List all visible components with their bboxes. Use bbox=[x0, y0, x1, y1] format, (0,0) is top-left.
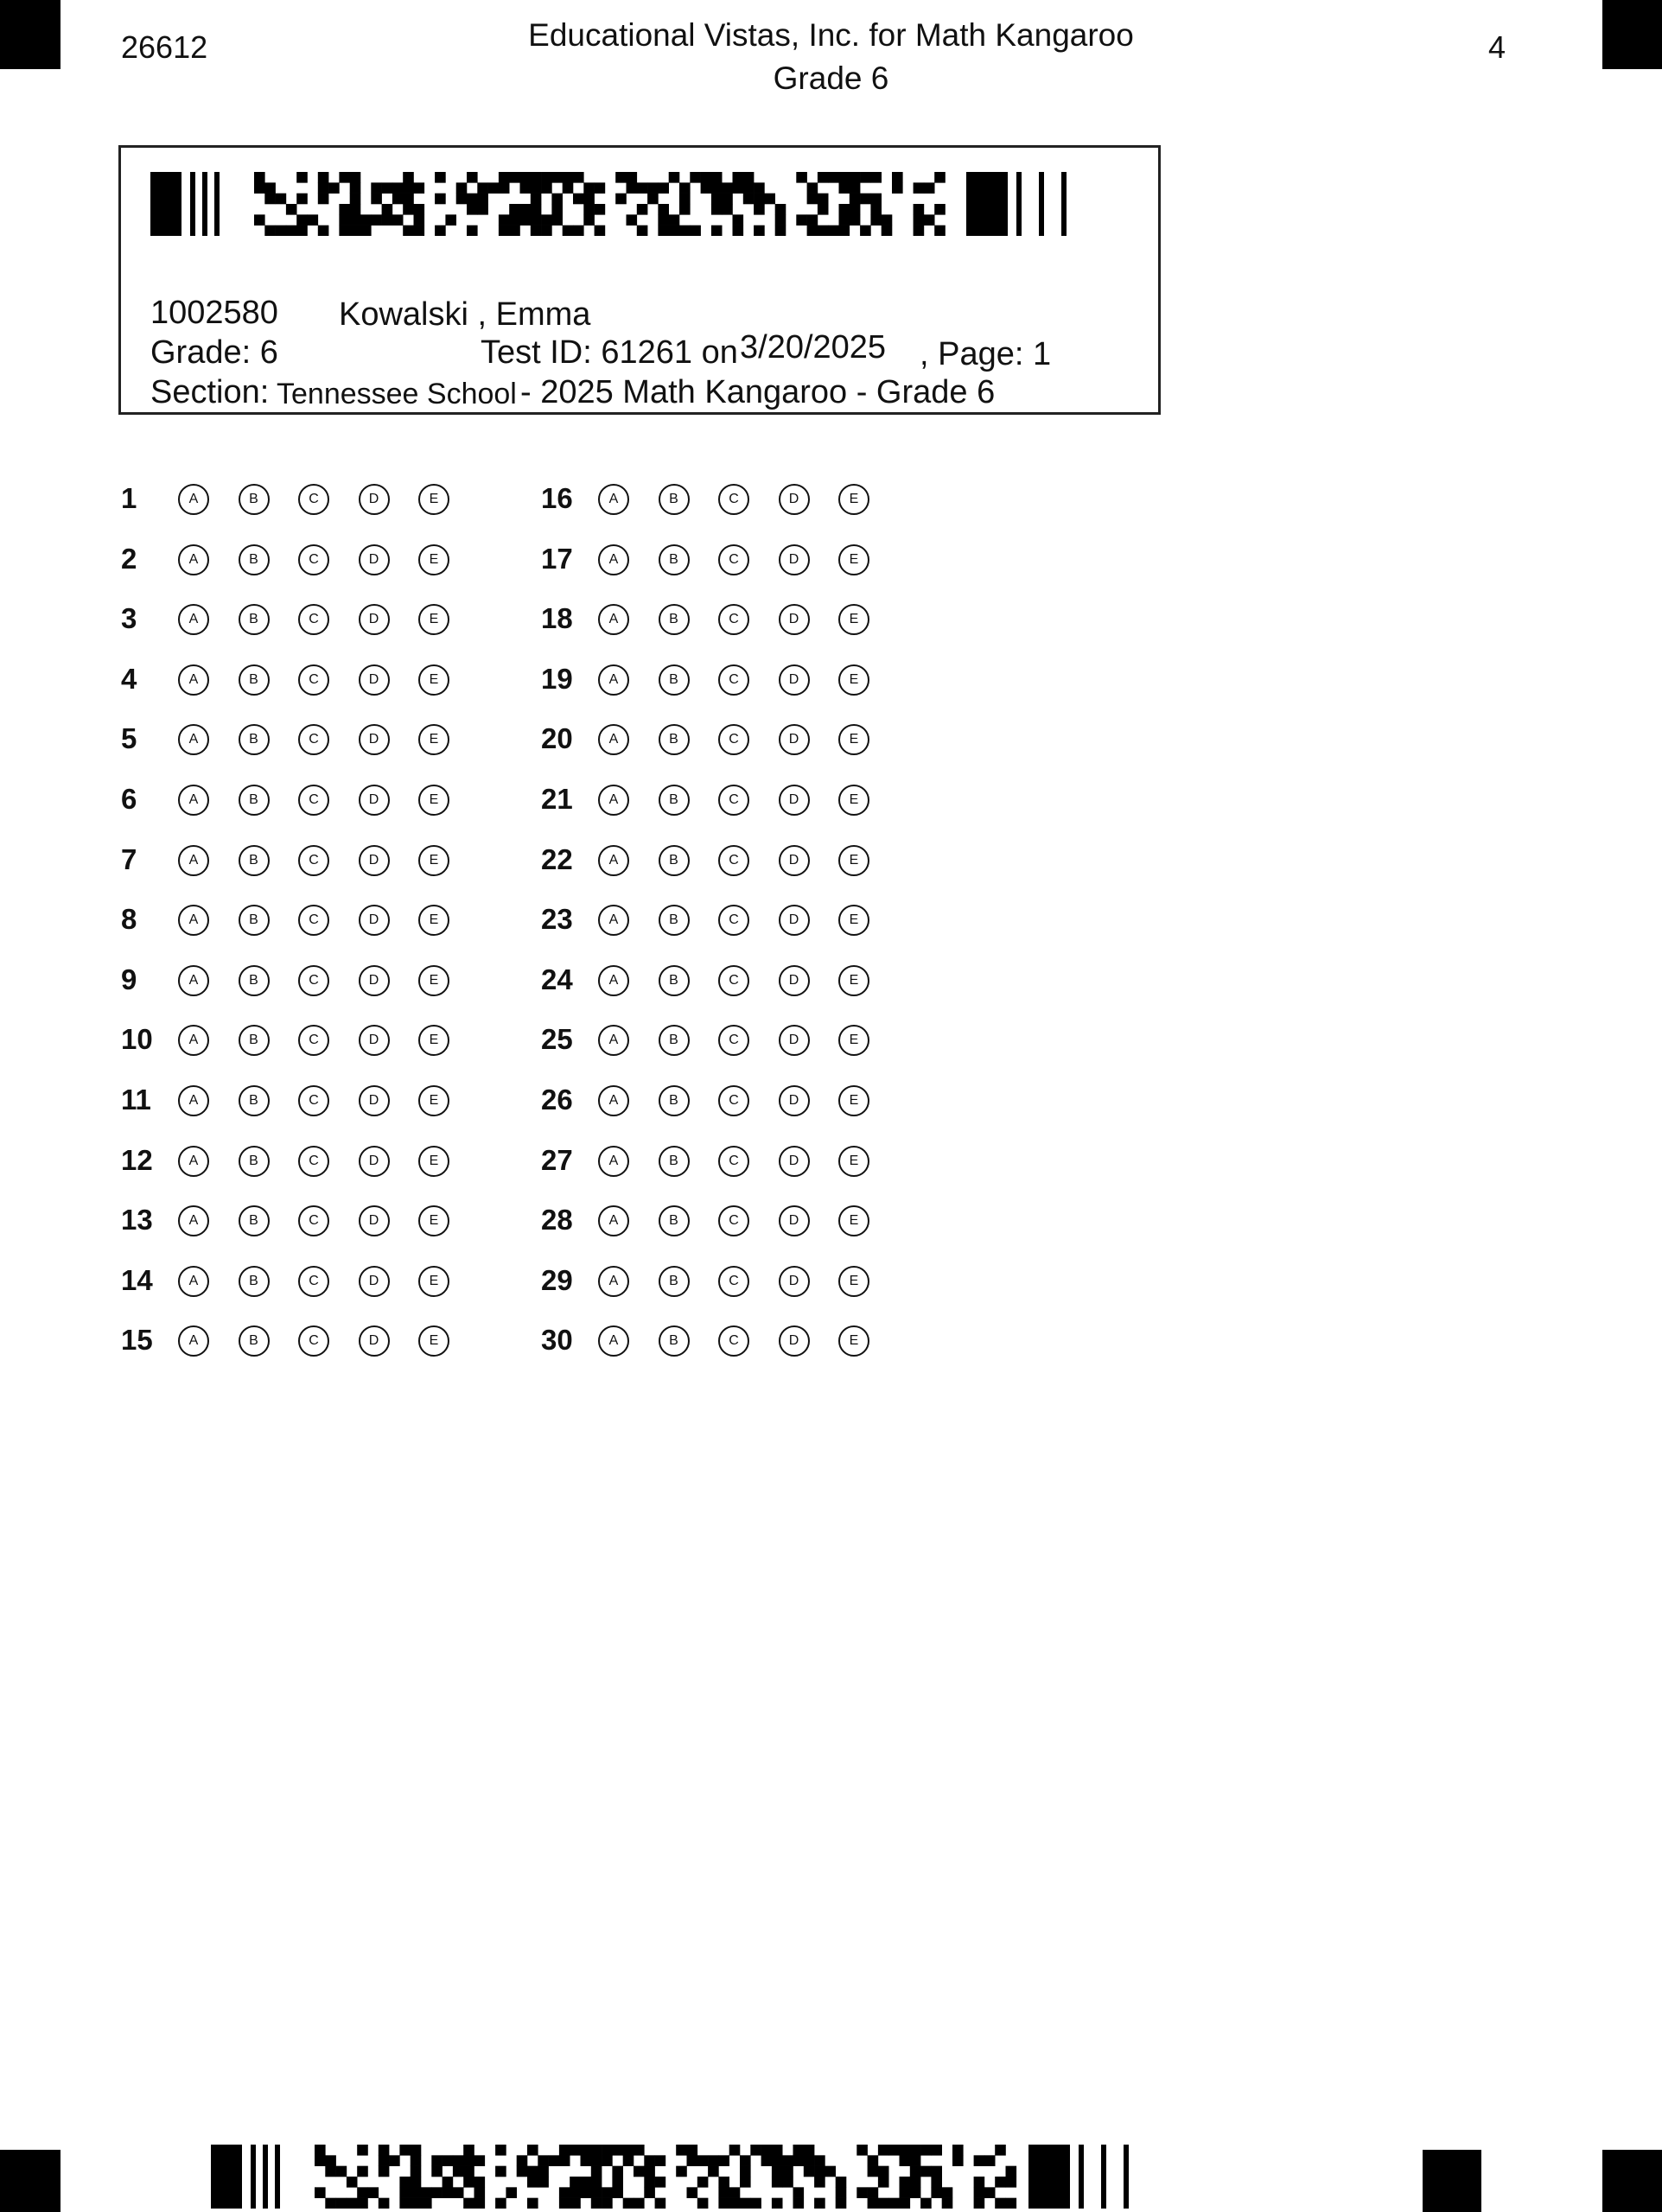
answer-bubble-a[interactable]: A bbox=[178, 604, 209, 635]
answer-bubble-b[interactable]: B bbox=[239, 664, 270, 696]
answer-bubble-c[interactable]: C bbox=[298, 965, 329, 996]
answer-bubble-a[interactable]: A bbox=[598, 1025, 629, 1056]
answer-bubble-d[interactable]: D bbox=[359, 724, 390, 755]
answer-bubble-d[interactable]: D bbox=[359, 1266, 390, 1297]
question-number: 3 bbox=[121, 602, 137, 635]
answer-bubble-c[interactable]: C bbox=[718, 1025, 749, 1056]
student-id: 1002580 bbox=[150, 295, 278, 331]
answer-bubble-e[interactable]: E bbox=[418, 1146, 449, 1177]
answer-bubble-b[interactable]: B bbox=[239, 965, 270, 996]
answer-bubble-d[interactable]: D bbox=[779, 724, 810, 755]
answer-bubble-a[interactable]: A bbox=[178, 1025, 209, 1056]
answer-bubble-c[interactable]: C bbox=[718, 845, 749, 876]
answer-bubble-a[interactable]: A bbox=[178, 785, 209, 816]
question-number: 12 bbox=[121, 1143, 153, 1176]
answer-bubble-d[interactable]: D bbox=[359, 604, 390, 635]
question-number: 5 bbox=[121, 722, 137, 755]
question-number: 9 bbox=[121, 963, 137, 995]
answer-bubble-d[interactable]: D bbox=[359, 905, 390, 936]
form-id: 26612 bbox=[121, 29, 208, 65]
answer-bubble-c[interactable]: C bbox=[298, 1146, 329, 1177]
barcode-bottom bbox=[211, 2145, 1146, 2209]
answer-bubble-a[interactable]: A bbox=[598, 604, 629, 635]
answer-bubble-e[interactable]: E bbox=[838, 484, 869, 515]
answer-bubble-b[interactable]: B bbox=[659, 724, 690, 755]
page-number: 4 bbox=[1488, 29, 1506, 65]
answer-bubble-a[interactable]: A bbox=[178, 1085, 209, 1116]
question-number: 7 bbox=[121, 842, 137, 875]
answer-bubble-a[interactable]: A bbox=[178, 664, 209, 696]
answer-bubble-b[interactable]: B bbox=[659, 785, 690, 816]
answer-bubble-e[interactable]: E bbox=[838, 965, 869, 996]
title-line-2: Grade 6 bbox=[773, 60, 889, 96]
answer-bubble-a[interactable]: A bbox=[178, 1146, 209, 1177]
answer-bubble-e[interactable]: E bbox=[418, 905, 449, 936]
answer-bubble-e[interactable]: E bbox=[838, 604, 869, 635]
answer-bubble-e[interactable]: E bbox=[838, 1205, 869, 1236]
question-number: 26 bbox=[541, 1084, 573, 1116]
answer-bubble-c[interactable]: C bbox=[298, 1085, 329, 1116]
answer-bubble-d[interactable]: D bbox=[359, 785, 390, 816]
answer-bubble-b[interactable]: B bbox=[239, 484, 270, 515]
answer-bubble-d[interactable]: D bbox=[779, 1266, 810, 1297]
answer-bubble-c[interactable]: C bbox=[718, 965, 749, 996]
answer-bubble-c[interactable]: C bbox=[298, 724, 329, 755]
answer-bubble-b[interactable]: B bbox=[659, 1025, 690, 1056]
answer-bubble-a[interactable]: A bbox=[178, 845, 209, 876]
answer-bubble-a[interactable]: A bbox=[178, 544, 209, 575]
question-number: 1 bbox=[121, 482, 137, 514]
answer-bubble-d[interactable]: D bbox=[779, 1025, 810, 1056]
question-number: 18 bbox=[541, 602, 573, 635]
answer-bubble-b[interactable]: B bbox=[659, 965, 690, 996]
answer-bubble-d[interactable]: D bbox=[779, 604, 810, 635]
answer-bubble-b[interactable]: B bbox=[659, 905, 690, 936]
answer-bubble-d[interactable]: D bbox=[779, 905, 810, 936]
answer-bubble-a[interactable]: A bbox=[598, 1085, 629, 1116]
answer-bubble-b[interactable]: B bbox=[659, 544, 690, 575]
answer-bubble-b[interactable]: B bbox=[239, 544, 270, 575]
answer-bubble-c[interactable]: C bbox=[718, 1205, 749, 1236]
answer-bubble-b[interactable]: B bbox=[239, 1266, 270, 1297]
answer-bubble-b[interactable]: B bbox=[659, 845, 690, 876]
question-number: 23 bbox=[541, 903, 573, 936]
question-number: 22 bbox=[541, 842, 573, 875]
answer-bubble-c[interactable]: C bbox=[718, 724, 749, 755]
answer-bubble-e[interactable]: E bbox=[838, 1085, 869, 1116]
answer-bubble-e[interactable]: E bbox=[838, 1025, 869, 1056]
answer-bubble-e[interactable]: E bbox=[838, 544, 869, 575]
answer-bubble-a[interactable]: A bbox=[598, 965, 629, 996]
answer-bubble-c[interactable]: C bbox=[298, 1325, 329, 1357]
answer-bubble-c[interactable]: C bbox=[298, 544, 329, 575]
answer-bubble-a[interactable]: A bbox=[598, 1325, 629, 1357]
registration-mark-bottom-right bbox=[1602, 2150, 1662, 2212]
answer-bubble-d[interactable]: D bbox=[779, 1325, 810, 1357]
answer-bubble-a[interactable]: A bbox=[598, 724, 629, 755]
answer-bubble-c[interactable]: C bbox=[298, 1205, 329, 1236]
answer-bubble-d[interactable]: D bbox=[779, 1085, 810, 1116]
test-date: 3/20/2025 bbox=[740, 329, 887, 365]
answer-bubble-a[interactable]: A bbox=[598, 905, 629, 936]
answer-bubble-c[interactable]: C bbox=[298, 664, 329, 696]
answer-bubble-d[interactable]: D bbox=[779, 1146, 810, 1177]
answer-bubble-c[interactable]: C bbox=[718, 1266, 749, 1297]
answer-bubble-b[interactable]: B bbox=[659, 484, 690, 515]
answer-bubble-e[interactable]: E bbox=[418, 845, 449, 876]
answer-bubble-e[interactable]: E bbox=[838, 845, 869, 876]
question-number: 27 bbox=[541, 1143, 573, 1176]
answer-bubble-d[interactable]: D bbox=[779, 484, 810, 515]
answer-bubble-e[interactable]: E bbox=[418, 965, 449, 996]
answer-bubble-e[interactable]: E bbox=[418, 1025, 449, 1056]
answer-bubble-b[interactable]: B bbox=[239, 724, 270, 755]
answer-bubble-a[interactable]: A bbox=[598, 484, 629, 515]
section-name: - 2025 Math Kangaroo - Grade 6 bbox=[520, 374, 996, 410]
answer-bubble-d[interactable]: D bbox=[359, 1325, 390, 1357]
answer-bubble-b[interactable]: B bbox=[659, 1205, 690, 1236]
answer-bubble-a[interactable]: A bbox=[598, 1146, 629, 1177]
answer-bubble-e[interactable]: E bbox=[838, 724, 869, 755]
answer-bubble-e[interactable]: E bbox=[418, 1205, 449, 1236]
answer-bubble-c[interactable]: C bbox=[298, 785, 329, 816]
answer-bubble-d[interactable]: D bbox=[359, 1205, 390, 1236]
answer-bubble-d[interactable]: D bbox=[779, 845, 810, 876]
answer-bubble-c[interactable]: C bbox=[718, 544, 749, 575]
question-number: 29 bbox=[541, 1263, 573, 1296]
answer-bubble-e[interactable]: E bbox=[418, 1266, 449, 1297]
answer-bubble-e[interactable]: E bbox=[838, 905, 869, 936]
answer-bubble-d[interactable]: D bbox=[779, 1205, 810, 1236]
question-number: 4 bbox=[121, 662, 137, 695]
answer-bubble-a[interactable]: A bbox=[178, 484, 209, 515]
answer-bubble-e[interactable]: E bbox=[418, 1325, 449, 1357]
answer-bubble-c[interactable]: C bbox=[718, 1325, 749, 1357]
answer-bubble-c[interactable]: C bbox=[298, 1025, 329, 1056]
answer-bubble-a[interactable]: A bbox=[598, 1266, 629, 1297]
registration-mark-bottom-right-inner bbox=[1423, 2150, 1481, 2212]
question-number: 24 bbox=[541, 963, 573, 995]
section-label: Section: bbox=[150, 374, 270, 410]
answer-bubble-e[interactable]: E bbox=[838, 664, 869, 696]
answer-bubble-a[interactable]: A bbox=[598, 785, 629, 816]
answer-bubble-e[interactable]: E bbox=[418, 724, 449, 755]
answer-bubble-b[interactable]: B bbox=[659, 1146, 690, 1177]
answer-bubble-c[interactable]: C bbox=[298, 604, 329, 635]
answer-bubble-b[interactable]: B bbox=[239, 785, 270, 816]
answer-bubble-b[interactable]: B bbox=[239, 1025, 270, 1056]
answer-bubble-a[interactable]: A bbox=[178, 1266, 209, 1297]
answer-bubble-e[interactable]: E bbox=[418, 664, 449, 696]
answer-bubble-c[interactable]: C bbox=[298, 1266, 329, 1297]
school-name: Tennessee School bbox=[277, 378, 517, 410]
answer-bubble-d[interactable]: D bbox=[359, 1146, 390, 1177]
answer-bubble-a[interactable]: A bbox=[178, 965, 209, 996]
answer-bubble-c[interactable]: C bbox=[298, 905, 329, 936]
answer-bubble-d[interactable]: D bbox=[779, 965, 810, 996]
answer-bubble-e[interactable]: E bbox=[838, 785, 869, 816]
question-number: 14 bbox=[121, 1263, 153, 1296]
answer-bubble-c[interactable]: C bbox=[718, 785, 749, 816]
answer-bubble-b[interactable]: B bbox=[239, 1205, 270, 1236]
answer-bubble-c[interactable]: C bbox=[298, 484, 329, 515]
answer-bubble-b[interactable]: B bbox=[659, 1325, 690, 1357]
answer-bubble-b[interactable]: B bbox=[659, 604, 690, 635]
answer-bubble-d[interactable]: D bbox=[779, 664, 810, 696]
question-number: 30 bbox=[541, 1324, 573, 1357]
answer-bubble-b[interactable]: B bbox=[239, 1085, 270, 1116]
answer-bubble-a[interactable]: A bbox=[178, 724, 209, 755]
answer-bubble-b[interactable]: B bbox=[239, 1325, 270, 1357]
answer-bubble-d[interactable]: D bbox=[779, 785, 810, 816]
answer-bubble-d[interactable]: D bbox=[359, 664, 390, 696]
answer-bubble-b[interactable]: B bbox=[239, 905, 270, 936]
answer-bubble-e[interactable]: E bbox=[838, 1266, 869, 1297]
answer-bubble-b[interactable]: B bbox=[659, 1266, 690, 1297]
question-number: 15 bbox=[121, 1324, 153, 1357]
page-title bbox=[0, 14, 1662, 100]
answer-bubble-a[interactable]: A bbox=[598, 1205, 629, 1236]
student-info-box bbox=[118, 145, 1161, 415]
answer-bubble-d[interactable]: D bbox=[359, 845, 390, 876]
answer-bubble-a[interactable]: A bbox=[178, 1325, 209, 1357]
answer-bubble-e[interactable]: E bbox=[418, 604, 449, 635]
answer-bubble-b[interactable]: B bbox=[239, 1146, 270, 1177]
grade-label: Grade: 6 bbox=[150, 334, 278, 371]
answer-bubble-e[interactable]: E bbox=[418, 785, 449, 816]
answer-bubble-b[interactable]: B bbox=[659, 1085, 690, 1116]
question-number: 11 bbox=[121, 1084, 151, 1116]
answer-bubble-d[interactable]: D bbox=[359, 484, 390, 515]
question-number: 10 bbox=[121, 1023, 153, 1056]
answer-bubble-b[interactable]: B bbox=[239, 604, 270, 635]
answer-bubble-d[interactable]: D bbox=[359, 1085, 390, 1116]
question-number: 8 bbox=[121, 903, 137, 936]
answer-bubble-d[interactable]: D bbox=[359, 965, 390, 996]
question-number: 17 bbox=[541, 542, 573, 575]
answer-bubble-d[interactable]: D bbox=[779, 544, 810, 575]
barcode-top bbox=[150, 172, 1084, 236]
test-id-label: Test ID: 61261 on bbox=[481, 334, 738, 371]
question-number: 19 bbox=[541, 662, 573, 695]
question-number: 2 bbox=[121, 542, 137, 575]
answer-bubble-c[interactable]: C bbox=[718, 484, 749, 515]
question-number: 25 bbox=[541, 1023, 573, 1056]
question-number: 28 bbox=[541, 1204, 573, 1236]
answer-bubble-d[interactable]: D bbox=[359, 544, 390, 575]
answer-bubble-c[interactable]: C bbox=[298, 845, 329, 876]
question-number: 16 bbox=[541, 482, 573, 514]
answer-bubble-a[interactable]: A bbox=[178, 905, 209, 936]
answer-bubble-c[interactable]: C bbox=[718, 604, 749, 635]
answer-bubble-a[interactable]: A bbox=[178, 1205, 209, 1236]
answer-bubble-c[interactable]: C bbox=[718, 905, 749, 936]
answer-bubble-b[interactable]: B bbox=[239, 845, 270, 876]
question-number: 6 bbox=[121, 783, 137, 815]
answer-bubble-e[interactable]: E bbox=[838, 1325, 869, 1357]
answer-bubble-e[interactable]: E bbox=[418, 1085, 449, 1116]
question-number: 20 bbox=[541, 722, 573, 755]
answer-bubble-e[interactable]: E bbox=[838, 1146, 869, 1177]
answer-bubble-a[interactable]: A bbox=[598, 664, 629, 696]
title-line-1: Educational Vistas, Inc. for Math Kangaroo bbox=[528, 17, 1134, 53]
registration-mark-bottom-left bbox=[0, 2150, 60, 2212]
answer-bubble-d[interactable]: D bbox=[359, 1025, 390, 1056]
student-name: Kowalski , Emma bbox=[339, 296, 591, 333]
answer-bubble-c[interactable]: C bbox=[718, 664, 749, 696]
answer-bubble-a[interactable]: A bbox=[598, 845, 629, 876]
answer-bubble-e[interactable]: E bbox=[418, 484, 449, 515]
question-number: 13 bbox=[121, 1204, 153, 1236]
answer-bubble-c[interactable]: C bbox=[718, 1085, 749, 1116]
answer-bubble-e[interactable]: E bbox=[418, 544, 449, 575]
page-label: , Page: 1 bbox=[920, 336, 1052, 372]
answer-bubble-c[interactable]: C bbox=[718, 1146, 749, 1177]
answer-bubble-a[interactable]: A bbox=[598, 544, 629, 575]
answer-bubble-b[interactable]: B bbox=[659, 664, 690, 696]
question-number: 21 bbox=[541, 783, 573, 815]
